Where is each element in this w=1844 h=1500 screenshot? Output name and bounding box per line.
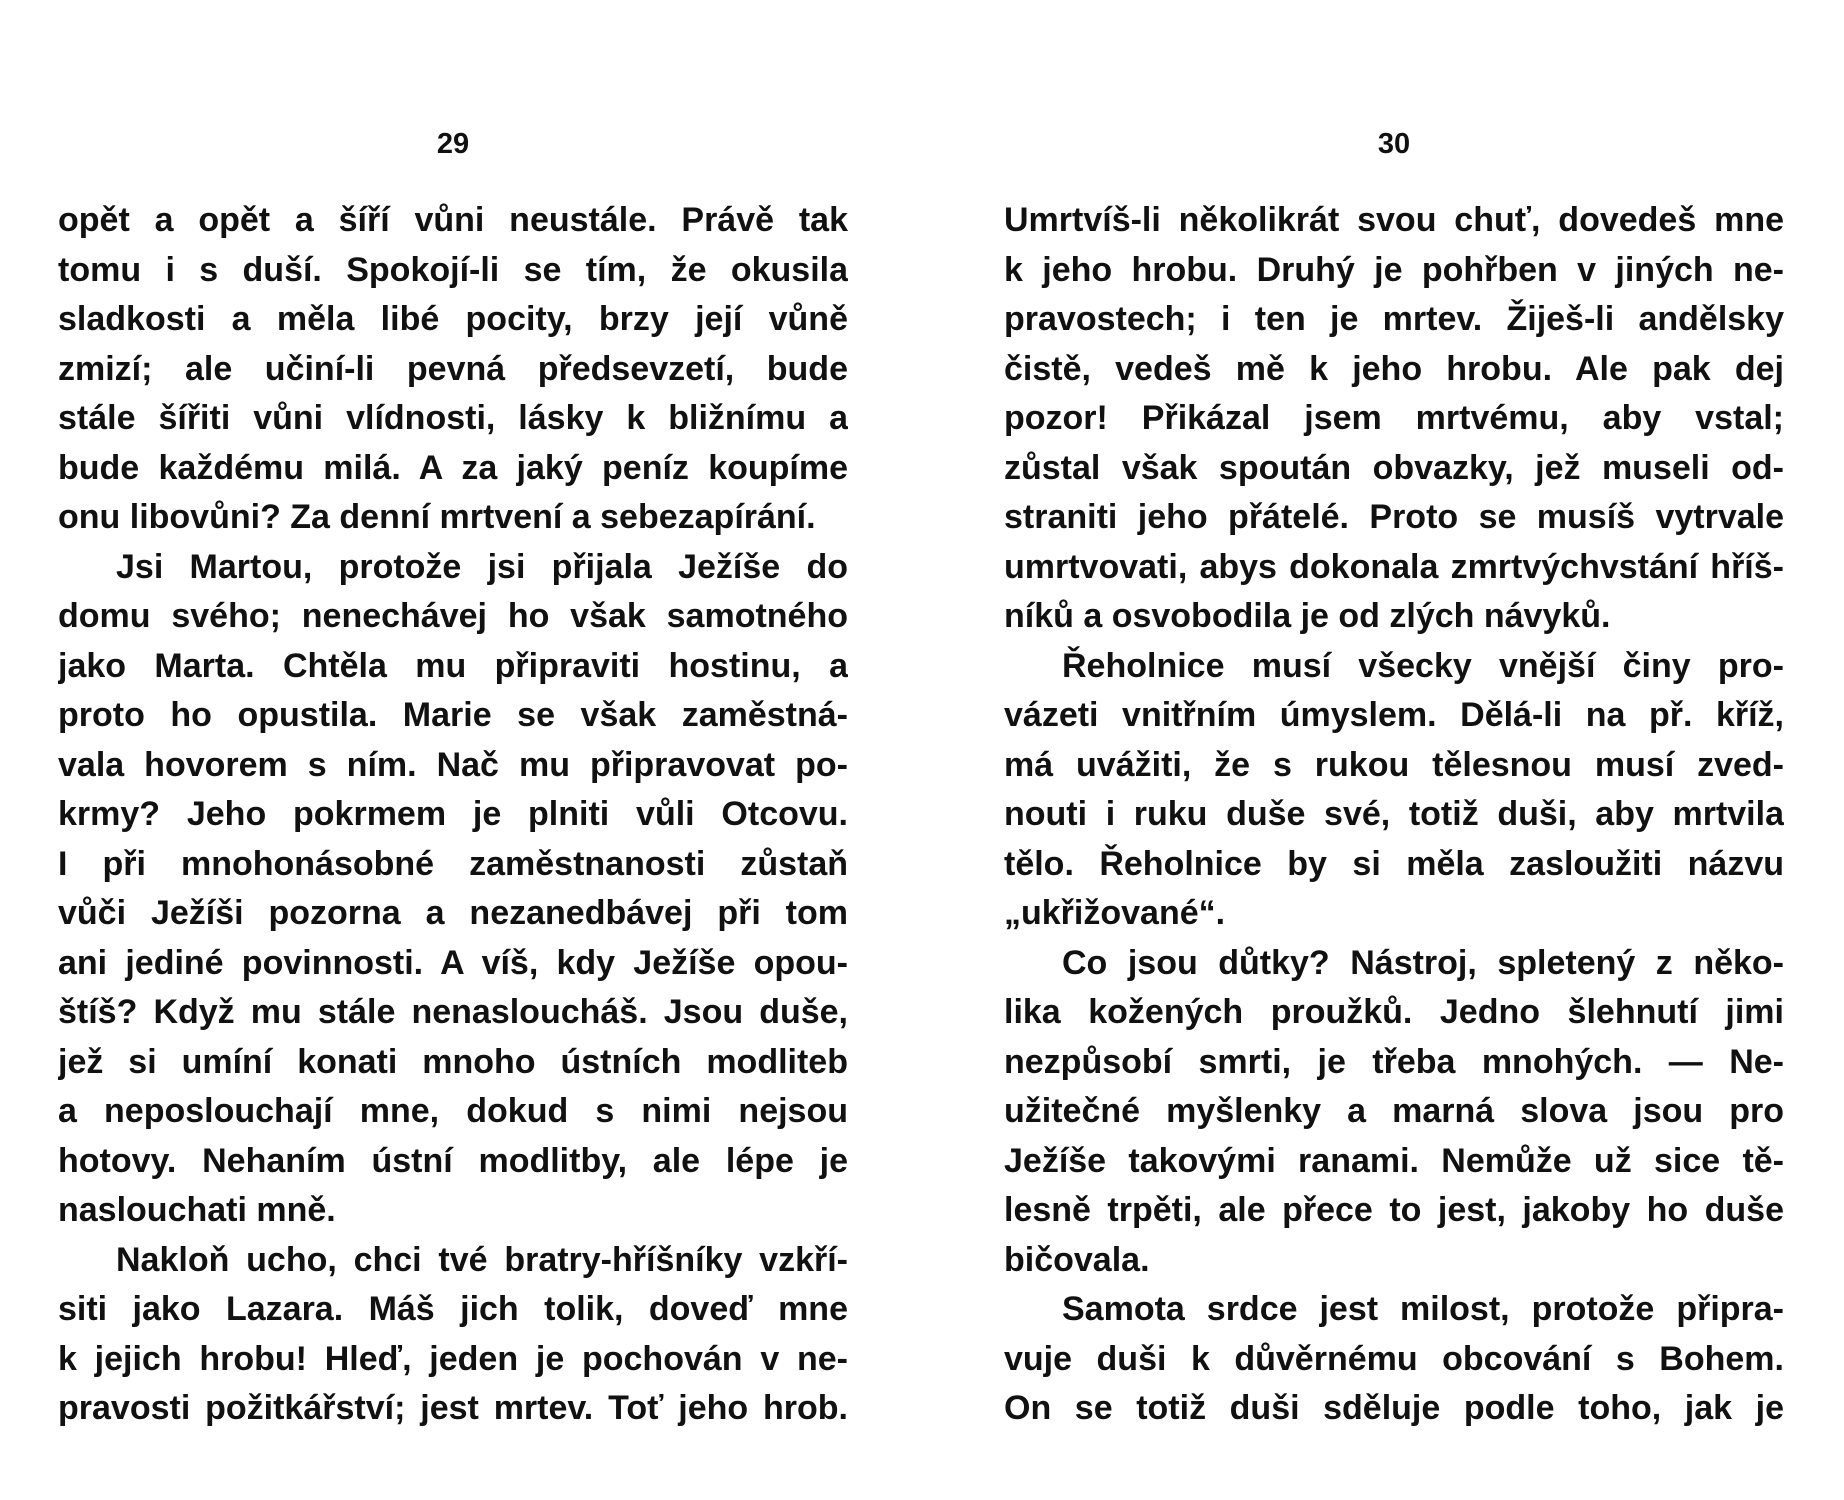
text-line: Nakloň ucho, chci tvé bratry-hříšníky vzkří- <box>116 1240 848 1279</box>
text-line: má uvážiti, že s rukou tělesnou musí zved- <box>1004 745 1784 784</box>
text-line: domu svého; nenechávej ho však samotného <box>58 597 848 635</box>
text-line: straniti jeho přátelé. Proto se musíš vytrvale <box>1004 498 1784 536</box>
text-line: čistě, vedeš mě k jeho hrobu. Ale pak dej <box>1004 349 1784 388</box>
text-line: Ježíše takovými ranami. Nemůže už sice tě- <box>1004 1141 1784 1180</box>
text-line: onu libovůni? Za denní mrtvení a sebezapírání. <box>58 498 816 536</box>
right-page-text <box>1004 196 1784 1434</box>
text-line: hotovy. Nehaním ústní modlitby, ale lépe je <box>58 1141 848 1180</box>
left-page-text <box>58 196 848 1434</box>
text-line: Co jsou důtky? Nástroj, spletený z něko- <box>1062 943 1784 982</box>
text-line: On se totiž duši sděluje podle toho, jak je <box>1004 1389 1784 1427</box>
text-line: vuje duši k důvěrnému obcování s Bohem. <box>1004 1339 1784 1378</box>
text-line: vala hovorem s ním. Nač mu připravovat po- <box>58 745 848 784</box>
text-line: Jsi Martou, protože jsi přijala Ježíše do <box>116 547 848 586</box>
text-line: jež si umíní konati mnoho ústních modliteb <box>58 1042 848 1081</box>
text-line: jako Marta. Chtěla mu připraviti hostinu, a <box>58 646 848 685</box>
text-line: Umrtvíš-li několikrát svou chuť, dovedeš mne <box>1004 201 1784 239</box>
page-number: 29 <box>436 128 470 160</box>
text-line: umrtvovati, abys dokonala zmrtvýchvstání hříš- <box>1004 547 1784 586</box>
text-line: níků a osvobodila je od zlých návyků. <box>1004 597 1611 635</box>
text-line: naslouchati mně. <box>58 1191 336 1229</box>
text-line: lesně trpěti, ale přece to jest, jakoby ho duše <box>1004 1191 1784 1229</box>
text-line: opět a opět a šíří vůni neustále. Právě tak <box>58 201 848 239</box>
text-line: pravosti požitkářství; jest mrtev. Toť jeho hrob. <box>58 1389 848 1427</box>
text-line: pravostech; i ten je mrtev. Žiješ-li andělsky <box>1004 300 1784 338</box>
text-line: k jejich hrobu! Hleď, jeden je pochován v ne- <box>58 1339 848 1378</box>
text-line: tomu i s duší. Spokojí-li se tím, že okusila <box>58 250 848 289</box>
text-line: sladkosti a měla libé pocity, brzy její vůně <box>58 300 848 338</box>
text-line: nouti i ruku duše své, totiž duši, aby mrtvila <box>1004 795 1784 833</box>
text-line: nezpůsobí smrti, je třeba mnohých. — Ne- <box>1004 1042 1784 1081</box>
page-number: 30 <box>1377 128 1411 160</box>
text-line: zůstal však spoután obvazky, jež museli od- <box>1004 448 1784 487</box>
text-line: zmizí; ale učiní-li pevná předsevzetí, bude <box>58 349 848 388</box>
text-line: siti jako Lazara. Máš jich tolik, doveď mne <box>58 1290 848 1328</box>
text-line: proto ho opustila. Marie se však zaměstná- <box>58 696 848 734</box>
text-line: I při mnohonásobné zaměstnanosti zůstaň <box>58 844 848 883</box>
text-line: a neposlouchají mne, dokud s nimi nejsou <box>58 1092 848 1130</box>
text-line: užitečné myšlenky a marná slova jsou pro <box>1004 1092 1784 1130</box>
text-line: krmy? Jeho pokrmem je plniti vůli Otcovu. <box>58 795 848 833</box>
text-line: Řeholnice musí všecky vnější činy pro- <box>1062 646 1784 685</box>
text-line: bude každému milá. A za jaký peníz koupíme <box>58 448 848 487</box>
text-line: pozor! Přikázal jsem mrtvému, aby vstal; <box>1004 399 1784 437</box>
text-line: vázeti vnitřním úmyslem. Dělá-li na př. kříž, <box>1004 696 1784 734</box>
text-line: bičovala. <box>1004 1240 1150 1279</box>
text-line: stále šířiti vůni vlídnosti, lásky k bližnímu a <box>58 399 848 437</box>
text-line: tělo. Řeholnice by si měla zasloužiti názvu <box>1004 844 1784 883</box>
text-line: ani jediné povinnosti. A víš, kdy Ježíše opou- <box>58 943 848 982</box>
text-line: štíš? Když mu stále nenasloucháš. Jsou duše, <box>58 993 848 1031</box>
text-line: k jeho hrobu. Druhý je pohřben v jiných ne- <box>1004 250 1784 289</box>
text-line: Samota srdce jest milost, protože připra- <box>1062 1290 1784 1328</box>
text-line: vůči Ježíši pozorna a nezanedbávej při tom <box>58 894 848 932</box>
text-line: lika kožených proužků. Jedno šlehnutí jimi <box>1004 993 1784 1031</box>
text-line: „ukřižované“. <box>1004 894 1226 932</box>
